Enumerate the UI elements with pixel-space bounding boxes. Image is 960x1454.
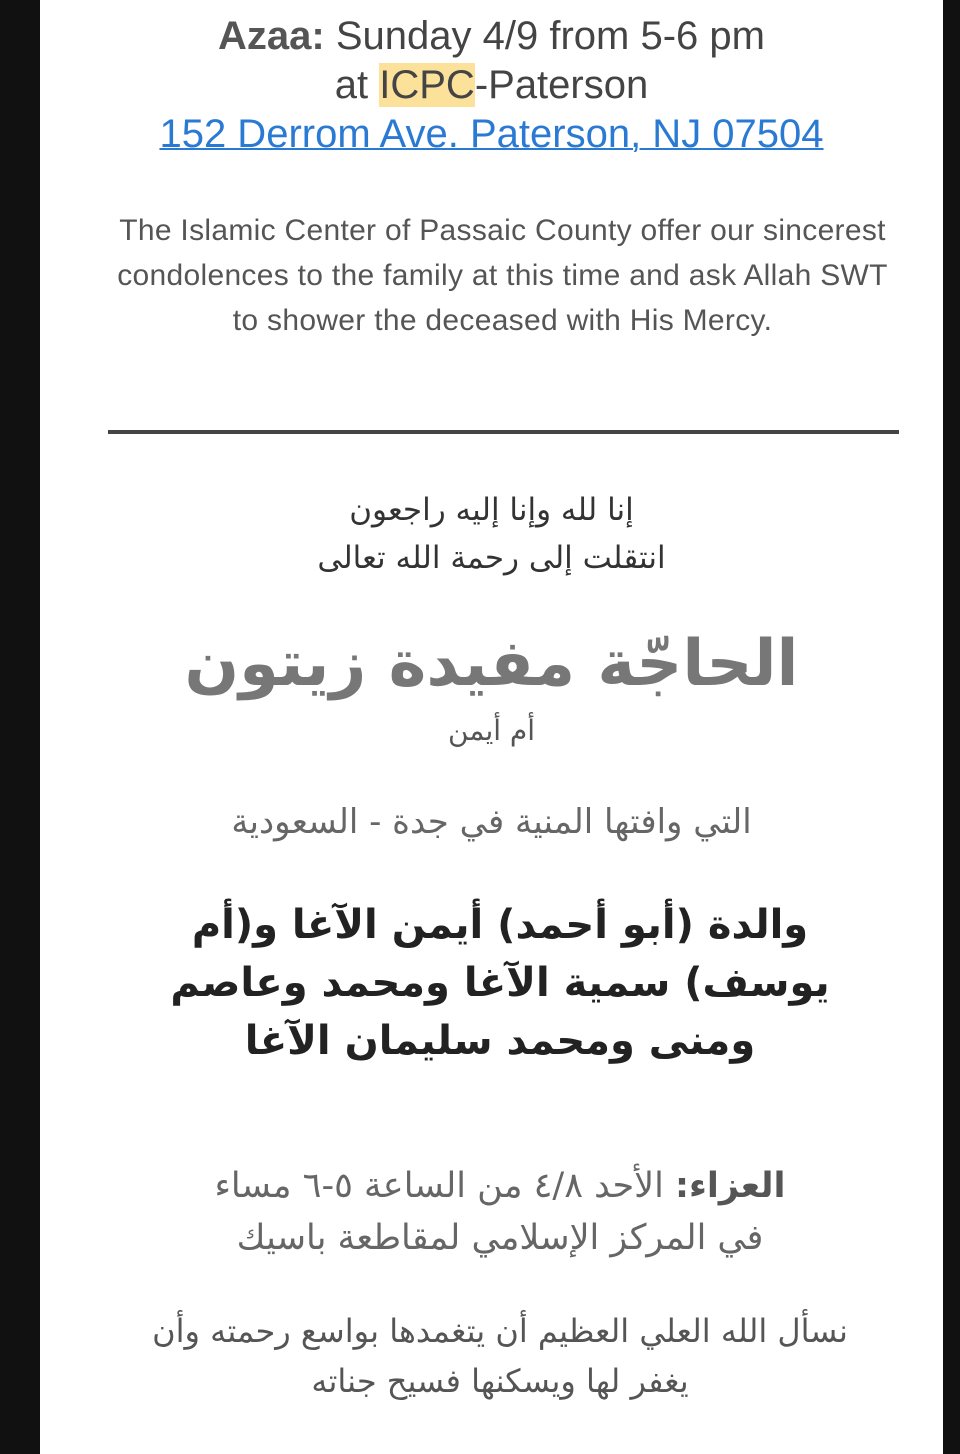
screen-edge-right — [943, 0, 960, 1454]
arabic-azaa-place: في المركز الإسلامي لمقاطعة باسيك — [236, 1218, 764, 1258]
arabic-azaa-time: الأحد ٤/٨ من الساعة ٥-٦ مساء — [214, 1166, 664, 1206]
condolence-message: The Islamic Center of Passaic County offer our sincerest condolences to the family at this time and ask Allah SWT to shower the deceased with His Mercy. — [117, 214, 888, 337]
azaa-line — [40, 12, 943, 60]
screen-edge-left — [0, 0, 40, 1454]
venue-line — [40, 61, 943, 109]
deceased-name: الحاجّة مفيدة زيتون — [184, 627, 799, 701]
venue-prefix: at — [334, 63, 369, 107]
azaa-time: Sunday 4/9 from 5-6 pm — [335, 14, 765, 58]
deceased-kunya: أم أيمن — [447, 714, 536, 747]
arabic-prayer: نسأل الله العلي العظيم أن يتغمدها بواسع رحمته وأن يغفر لها ويسكنها فسيح جناته — [152, 1312, 848, 1400]
venue-highlight: ICPC — [379, 63, 475, 107]
email-body — [40, 0, 943, 1454]
arabic-opening — [40, 486, 943, 582]
family-list: والدة (أبو أحمد) أيمن الآغا و(أم يوسف) سمية الآغا ومحمد وعاصم ومنى ومحمد سليمان الآغا — [170, 902, 830, 1064]
arabic-azaa — [170, 1160, 830, 1264]
azaa-label: Azaa: — [218, 14, 325, 58]
arabic-opening-line-2: انتقلت إلى رحمة الله تعالى — [317, 540, 666, 576]
death-place: التي وافتها المنية في جدة - السعودية — [231, 802, 752, 842]
venue-suffix: -Paterson — [474, 63, 649, 107]
arabic-opening-line-1: إنا لله وإنا إليه راجعون — [349, 492, 634, 528]
arabic-azaa-label: العزاء: — [674, 1166, 786, 1206]
section-divider — [108, 430, 899, 434]
address-link[interactable]: 152 Derrom Ave. Paterson, NJ 07504 — [159, 112, 824, 156]
